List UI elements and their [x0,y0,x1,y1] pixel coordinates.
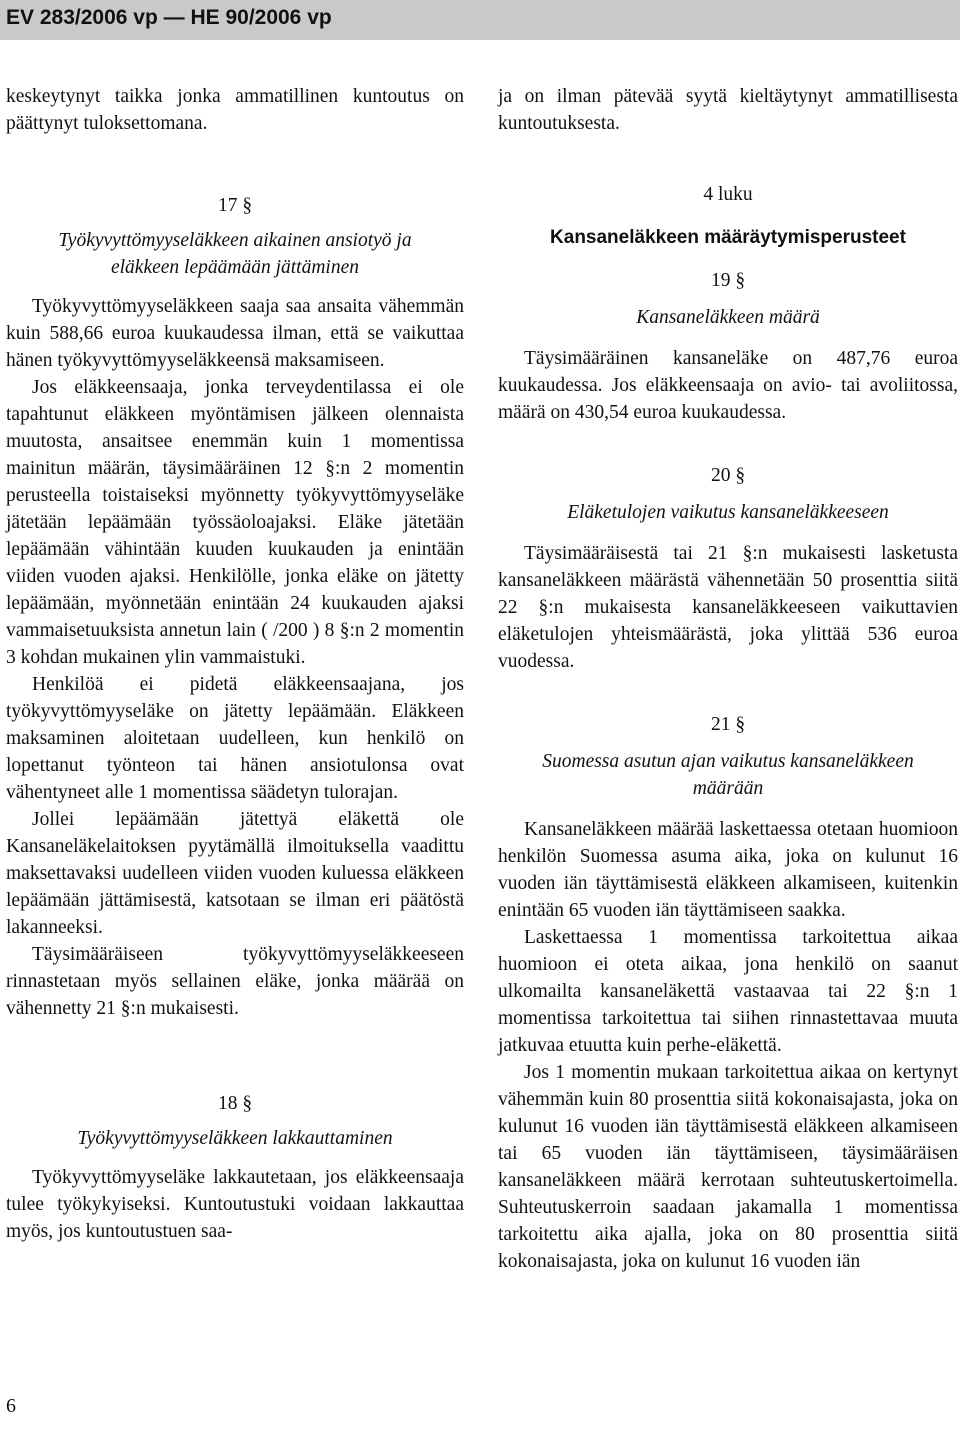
section-title-19: Kansaneläkkeen määrä [636,307,820,328]
section-title-18: Työkyvyttömyyseläkkeen lakkauttaminen [77,1128,393,1149]
page-header [0,0,960,40]
paragraph: Jos eläkkeensaaja, jonka terveydentilassa ei ole tapahtunut eläkkeen myöntämisen jälkeen olennaista muutosta, ansaitsee enemmän kuin 1 momentissa mainitun määrän, täysimääräinen 12 §:n 2 momentin perusteella toistaiseksi myönnetty työkyvyttömyyseläke jätetään lepäämään työssäoloajaksi. Eläke jätetään lepäämään vähintään kuuden kuukauden ja enintään viiden vuoden ajaksi. Henkilölle, jonka eläke on jätetty lepäämään, myönnetään enintään 24 kuukauden ajaksi vammaisetuuksista annetun lain ( /200 ) 8 §:n 2 momentin 3 kohdan mukainen ylin vammaistuki. [6,377,464,668]
section-title-20: Eläketulojen vaikutus kansaneläkkeeseen [567,502,889,523]
paragraph: ja on ilman pätevää syytä kieltäytynyt ammatillisesta kuntoutuksesta. [498,86,958,134]
left-column [6,83,464,1245]
section-number-19: 19 § [710,270,746,291]
section-number-18: 18 § [217,1093,253,1114]
paragraph: Kansaneläkkeen määrää laskettaessa otetaan huomioon henkilön Suomessa asuma aika, joka on kulunut 16 vuoden iän täyttämisestä eläkkeen alkamiseen, kuitenkin enintään 65 vuoden iän täyttämiseen saakka. [498,819,958,921]
document-title: EV 283/2006 vp — HE 90/2006 vp [6,6,332,29]
right-column [498,83,958,1275]
paragraph: Työkyvyttömyyseläke lakkautetaan, jos eläkkeensaaja tulee työkykyiseksi. Kuntoutustuki voidaan lakkauttaa myös, jos kuntoutustuen saa- [6,1167,464,1242]
paragraph: Laskettaessa 1 momentissa tarkoitettua aikaa huomioon ei oteta aikaa, jona henkilö on saanut ulkomailta kansaneläkettä vastaavaa tai 22 §:n 1 momentissa tarkoitettua tai siihen rinnastettavaa muuta jatkuvaa etuutta kuin perhe-eläkettä. [498,927,958,1056]
paragraph: Jos 1 momentin mukaan tarkoitettua aikaa on kertynyt vähemmän kuin 80 prosenttia siitä kokonaisajasta, joka on kulunut 16 vuoden iän täyttämisestä eläkkeen alkamiseen tai 65 vuoden iän täyttämiseen, täysimääräisen kansaneläkkeen määrä kerrotaan suhteutuskertoimella. Suhteutuskerroin saadaan jakamalla 1 momentissa tarkoitettu aika ajalla, joka on 80 prosenttia siitä kokonaisajasta, joka on kulunut 16 vuoden iän [498,1062,958,1272]
paragraph: Täysimääräisestä tai 21 §:n mukaisesti lasketusta kansaneläkkeen määrästä vähennetään 50 prosenttia siitä 22 §:n mukaisesta kansaneläkkeeseen vaikuttavien eläketulojen yhteismäärästä, joka ylittää 536 euroa vuodessa. [498,543,958,672]
paragraph: Täysimääräiseen työkyvyttömyyseläkkeeseen rinnastetaan myös sellainen eläke, jonka määrää on vähennetty 21 §:n mukaisesti. [6,944,464,1019]
section-number-20: 20 § [710,465,746,486]
paragraph: Jollei lepäämään jätettyä eläkettä ole Kansaneläkelaitoksen pyytämällä ilmoituksella vaadittu maksettavaksi uudelleen viiden vuoden kuluessa eläkkeen lepäämään jättämisestä, katsotaan se ilman eri päätöstä lakanneeksi. [6,809,464,938]
chapter-number: 4 luku [703,184,753,205]
section-title-21: Suomessa asutun ajan vaikutus kansaneläkkeen määrään [542,751,914,799]
paragraph: Työkyvyttömyyseläkkeen saaja saa ansaita vähemmän kuin 588,66 euroa kuukaudessa ilman, että se vaikuttaa hänen työkyvyttömyyseläkkeensä maksamiseen. [6,296,464,371]
paragraph: Täysimääräinen kansaneläke on 487,76 euroa kuukaudessa. Jos eläkkeensaaja on avio- tai avoliitossa, määrä on 430,54 euroa kuukaudessa. [498,348,958,423]
chapter-title: Kansaneläkkeen määräytymisperusteet [550,227,906,248]
section-title-17: Työkyvyttömyyseläkkeen aikainen ansiotyö ja eläkkeen lepäämään jättäminen [58,230,412,278]
section-number-21: 21 § [710,714,746,735]
paragraph: keskeytynyt taikka jonka ammatillinen kuntoutus on päättynyt tuloksettomana. [6,86,464,134]
page-number: 6 [6,1395,16,1417]
section-number-17: 17 § [217,195,253,216]
paragraph: Henkilöä ei pidetä eläkkeensaajana, jos työkyvyttömyyseläke on jätetty lepäämään. Eläkkeen maksaminen aloitetaan uudelleen, kun henkilö on lopettanut työnteon tai hänen ansiotulonsa ovat vähentyneet alle 1 momentissa säädetyn tulorajan. [6,674,464,803]
